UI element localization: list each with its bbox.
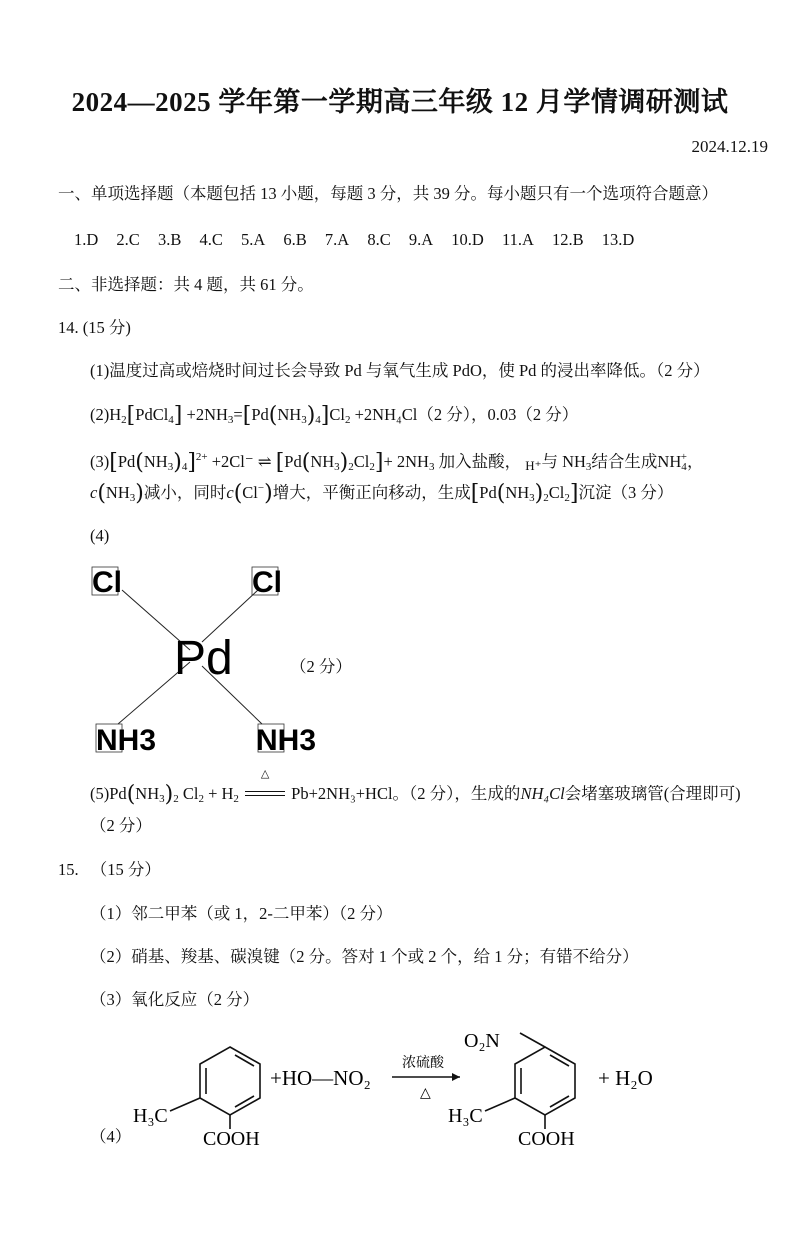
answer-1: 1.D [74,230,99,249]
q15-header [58,859,161,880]
q15-part2: （2）硝基、羧基、碳溴键（2 分。答对 1 个或 2 个，给 1 分；有错不给分） [90,947,639,966]
answer-list [74,229,648,250]
q14-part1: (1)温度过高或焙烧时间过长会导致 Pd 与氧气生成 PdO，使 Pd 的浸出率降低。（2 分） [90,361,710,380]
answer-3: 3.B [157,230,182,249]
heat-symbol: △ [260,768,270,780]
q14-header [58,317,131,338]
q14-part5: $(5)Pd(NH_3)_2$ $Cl_2 + H_2$ △ Pb+2NH₃+HCl。（2 分），生成的NH₄Cl会堵塞玻璃管(合理即可) [90,768,741,807]
q14-label: 14. [58,318,79,337]
q14-part5-score: （2 分） [90,816,152,835]
q14-part3-line1: $(3)[Pd(NH_3)_4]^{2+} +2Cl^-$ ⇌ $[Pd(NH_3)_2Cl_2]+ 2NH_3$ 加入盐酸， H⁺与 $NH_3$结合生成$NH_4^+$， [90,450,704,475]
heat-condition: △ [420,1085,431,1101]
q14-part3-line2: $c(NH_3)$减小，同时c(Cl−)增大，平衡正向移动，生成$[Pd(NH_3)_2Cl_2]$沉淀（3 分） [90,481,674,506]
q14-part4-score: （2 分） [290,657,352,676]
ligand-nh3-bottom-right: NH3 [256,724,317,757]
answer-13: 13.D [601,230,635,249]
product-methyl: H₃C [448,1105,483,1127]
ligand-nh3-bottom-left: NH3 [96,724,157,757]
answer-4: 4.C [199,230,223,249]
answer-5: 5.A [240,230,266,249]
q15-part1: （1）邻二甲苯（或 1，2-二甲苯）（2 分） [90,904,393,923]
q14-part4-label: (4) [90,526,110,545]
q15-label: 15. [58,860,79,879]
section2-heading: 二、非选择题：共 4 题，共 61 分。 [58,275,314,294]
answer-2: 2.C [116,230,140,249]
ligand-cl-top-right: Cl [252,566,282,599]
product-carboxyl: COOH [518,1128,575,1150]
catalyst-label: 浓硫酸 [402,1055,444,1071]
nitric-acid: +HO—NO₂ [270,1066,371,1090]
answer-7: 7.A [324,230,350,249]
q15-part3: （3）氧化反应（2 分） [90,990,260,1009]
answer-6: 6.B [283,230,307,249]
answer-9: 9.A [408,230,434,249]
center-pd: Pd [174,632,233,685]
reactant-carboxyl: COOH [203,1128,260,1150]
reactant-methyl: H₃C [133,1105,168,1127]
answer-11: 11.A [501,230,534,249]
exam-date: 2024.12.19 [691,137,768,156]
pd-complex-structure [90,562,317,762]
section1-heading: 一、单项选择题（本题包括 13 小题，每题 3 分，共 39 分。每小题只有一个选项符合题意） [58,184,718,203]
q15-part4-label: （4） [90,1127,132,1146]
answer-8: 8.C [367,230,391,249]
nitration-reaction [90,1025,700,1155]
water-product: + H₂O [598,1066,653,1090]
q14-part2: $(2)H_2[PdCl_4] +2NH_3=[Pd(NH_3)_4]Cl_2 +2NH_4Cl(2$ 分），0.03（2 分） [90,403,579,428]
answer-12: 12.B [552,230,584,249]
ligand-cl-top-left: Cl [92,566,122,599]
product-nitro: O₂N [464,1030,500,1052]
answer-10: 10.D [451,230,484,249]
q15-score: （15 分） [90,860,161,879]
q14-score: (15 分) [82,318,131,337]
page-title: 2024—2025 学年第一学期高三年级 12 月学情调研测试 [71,87,729,117]
